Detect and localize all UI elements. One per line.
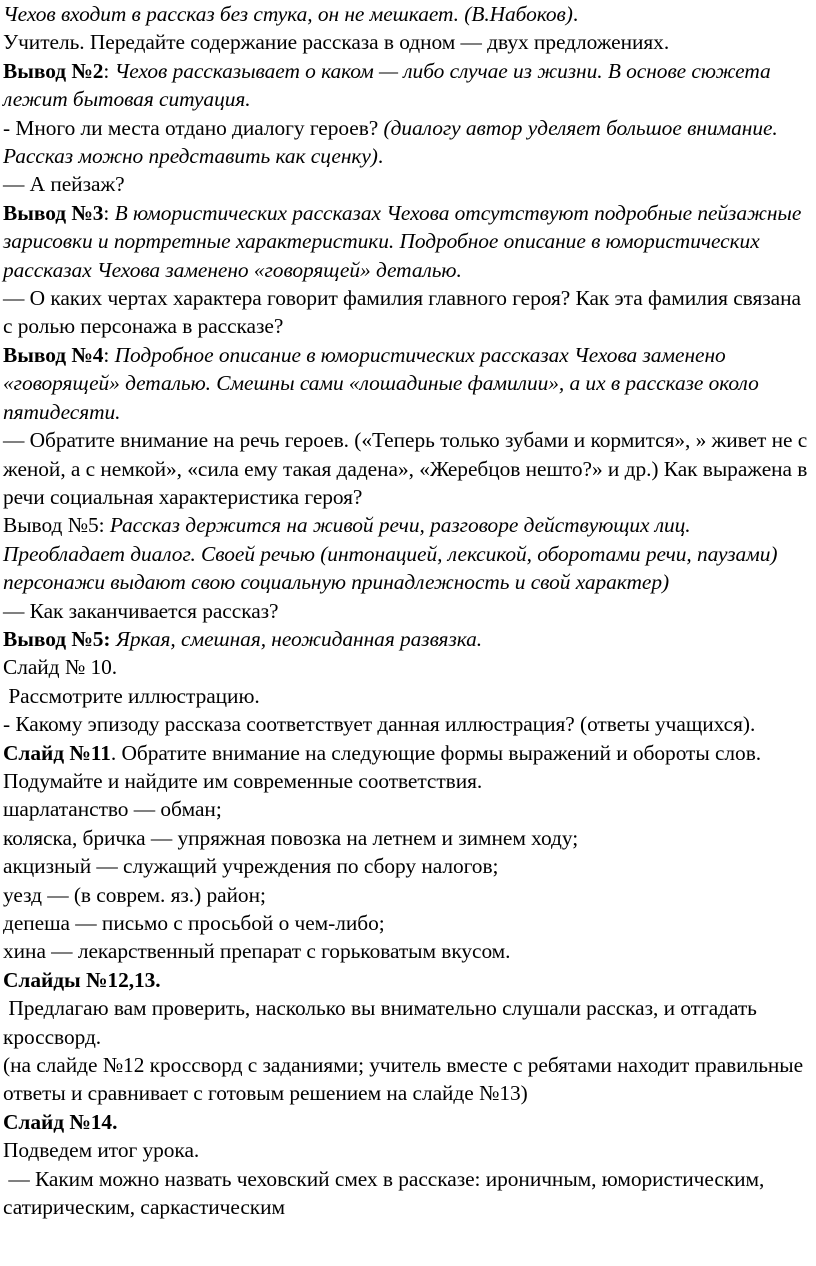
conclusion-4-sep: :: [103, 342, 115, 367]
summary-intro-text: Подведем итог урока.: [3, 1138, 200, 1163]
slide-10-instruction: [3, 682, 815, 710]
question-dialogue-text: - Много ли места отдано диалогу героев?: [3, 115, 384, 140]
conclusion-2-sep: :: [103, 58, 115, 83]
glossary-item: депеша — письмо с просьбой о чем-либо;: [3, 911, 385, 935]
question-landscape: [3, 170, 815, 198]
conclusion-5a-text: Рассказ держится на живой речи, разговоре действующих лиц. Преобладает диалог. Своей речью (интонацией, лексикой, оборотами речи, паузами) персонажи выдают свою социальную принадлежность и свой характер): [3, 513, 778, 595]
slide-11: [3, 739, 815, 796]
conclusion-4-text: Подробное описание в юмористических рассказах Чехова заменено «говорящей» деталью. Смешны сами «лошадиные фамилии», а их в рассказе около пятидесяти.: [3, 342, 759, 424]
glossary-item: акцизный — служащий учреждения по сбору налогов;: [3, 854, 499, 879]
teacher-instruction: [3, 28, 815, 56]
epigraph: [3, 0, 815, 28]
slide-10-question-text: - Какому эпизоду рассказа соответствует данная иллюстрация? (ответы учащихся).: [3, 712, 756, 737]
epigraph-tail: .: [572, 2, 579, 26]
glossary-item: коляска, бричка — упряжная повозка на летнем и зимнем ходу;: [3, 825, 579, 850]
glossary-item: шарлатанство — обман;: [3, 797, 222, 822]
question-landscape-text: — А пейзаж?: [3, 172, 125, 197]
conclusion-2-text: Чехов рассказывает о каком — либо случае из жизни. В основе сюжета лежит бытовая ситуация.: [3, 58, 771, 112]
conclusion-3-text: В юмористических рассказах Чехова отсутствуют подробные пейзажные зарисовки и портретные характеристики. Подробное описание в юмористических рассказах Чехова заменено «говорящей» деталью.: [3, 200, 802, 282]
summary-question-text: — Каким можно назвать чеховский смех в рассказе: ироничным, юмористическим, сатирическим, саркастическим: [3, 1166, 770, 1220]
conclusion-2: [3, 57, 815, 114]
slide-11-text: . Обратите внимание на следующие формы выражений и обороты слов. Подумайте и найдите им современные соответствия.: [3, 740, 762, 793]
question-surname-text: — О каких чертах характера говорит фамилия главного героя? Как эта фамилия связана с ролью персонажа в рассказе?: [3, 286, 801, 339]
conclusion-5a-sep: :: [98, 513, 110, 538]
document-page: [3, 0, 815, 1221]
question-surname: [3, 284, 815, 341]
question-speech-text: — Обратите внимание на речь героев. («Теперь только зубами и кормится», » живет не с женой, а с немкой», «сила ему такая дадена», «Жеребцов нешто?» и др.) Как выражена в речи социальная характеристика героя?: [3, 428, 808, 509]
slide-10-question: [3, 710, 815, 738]
question-ending: [3, 597, 815, 625]
summary-question: [3, 1165, 815, 1222]
crossword-instruction-text: Предлагаю вам проверить, насколько вы внимательно слушали рассказ, и отгадать кроссворд.: [3, 996, 763, 1049]
conclusion-5b-text: Яркая, смешная, неожиданная развязка.: [115, 626, 483, 651]
crossword-instruction: [3, 994, 815, 1051]
crossword-note: [3, 1051, 815, 1108]
slide-10-instruction-text: Рассмотрите иллюстрацию.: [3, 683, 260, 708]
glossary-item: уезд — (в соврем. яз.) район;: [3, 882, 266, 907]
conclusion-2-label: Вывод №2: [3, 58, 104, 83]
conclusion-5a-label: Вывод №5: [3, 513, 99, 538]
slides-12-13-heading: Слайды №12,13.: [3, 967, 161, 992]
slide-11-label: Слайд №11: [3, 740, 111, 765]
question-ending-text: — Как заканчивается рассказ?: [3, 598, 279, 623]
question-dialogue: [3, 114, 815, 171]
question-dialogue-answer: (диалогу автор уделяет большое внимание. Рассказ можно представить как сценку): [3, 115, 778, 169]
conclusion-5b-label: Вывод №5:: [3, 626, 111, 651]
conclusion-4-label: Вывод №4: [3, 342, 104, 367]
conclusion-3-label: Вывод №3: [3, 200, 104, 225]
summary-intro: [3, 1136, 815, 1164]
question-dialogue-tail: .: [377, 144, 384, 169]
conclusion-5b: [3, 625, 815, 653]
conclusion-3-sep: :: [103, 200, 115, 225]
teacher-instruction-text: Учитель. Передайте содержание рассказа в одном — двух предложениях.: [3, 30, 670, 55]
epigraph-quote: Чехов входит в рассказ без стука, он не мешкает. (В.Набоков): [3, 2, 573, 26]
crossword-note-text: (на слайде №12 кроссворд с заданиями; учитель вместе с ребятами находит правильные ответы и сравнивает с готовым решением на слайде №13): [3, 1053, 804, 1106]
slide-14-heading: Слайд №14.: [3, 1109, 118, 1134]
question-speech: [3, 426, 815, 511]
conclusion-4: [3, 341, 815, 426]
conclusion-3: [3, 199, 815, 284]
glossary-item: хина — лекарственный препарат с горьковатым вкусом.: [3, 939, 511, 964]
slide-10-heading-text: Слайд № 10.: [3, 655, 118, 680]
slide-10-heading: [3, 653, 815, 681]
conclusion-5a: [3, 511, 815, 596]
